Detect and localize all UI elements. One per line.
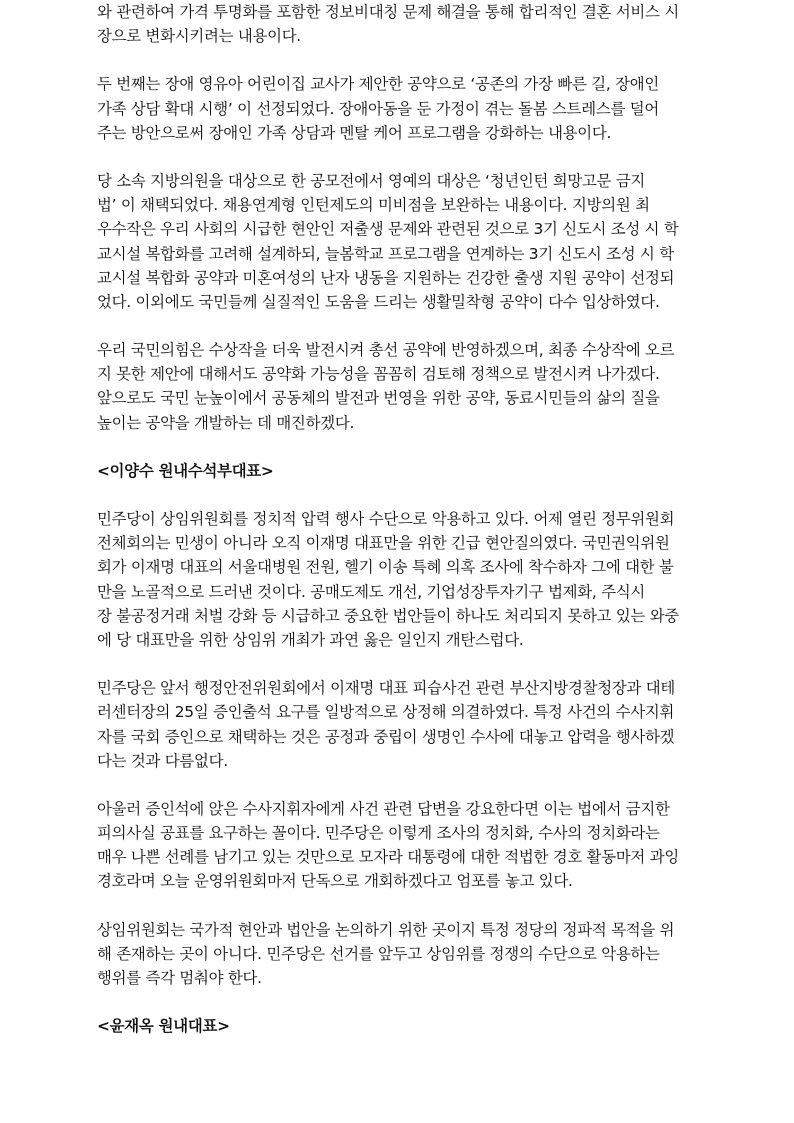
paragraph [97,169,697,314]
section-heading [97,1014,697,1038]
text-line: 러센터장의 25일 증인출석 요구를 일방적으로 상정해 의결하였다. 특정 사건의 수사지휘 [97,703,675,722]
text-line: 회가 이재명 대표의 서울대병원 전원, 헬기 이송 특혜 의혹 조사에 착수하자 그에 대한 불 [97,558,674,577]
text-line: 우리 국민의힘은 수상작을 더욱 발전시켜 총선 공약에 반영하겠으며, 최종 수상작에 오르 [97,341,675,360]
text-line: 주는 방안으로써 장애인 가족 상담과 멘탈 케어 프로그램을 강화하는 내용이다. [97,123,612,142]
text-line: 자를 국회 증인으로 채택하는 것은 공정과 중립이 생명인 수사에 대놓고 압력을 행사하겠 [97,727,675,746]
text-line: 법’ 이 채택되었다. 채용연계형 인턴제도의 미비점을 보완하는 내용이다. 지방의원 최 [97,196,650,215]
text-line: 장 불공정거래 처벌 강화 등 시급하고 중요한 법안들이 하나도 처리되지 못하고 있는 와중 [97,606,679,625]
text-line: 두 번째는 장애 영유아 어린이집 교사가 제안한 공약으로 ‘공존의 가장 빠른 길, 장애인 [97,75,659,94]
text-line: 장으로 변화시키려는 내용이다. [97,27,301,46]
text-line: <윤재옥 원내대표> [97,1017,230,1036]
text-line: 교시설 복합화 공약과 미혼여성의 난자 냉동을 지원하는 건강한 출생 지원 공약이 선정되 [97,268,675,287]
paragraph [97,0,697,48]
text-line: 행위를 즉각 멈춰야 한다. [97,969,262,987]
text-line: 앞으로도 국민 눈높이에서 공동체의 발전과 번영을 위한 공약, 동료시민들의 삶의 질을 [97,389,660,408]
text-line: 교시설 복합화를 고려해 설계하되, 늘봄학교 프로그램을 연계하는 3기 신도시 조성 시 학 [97,244,674,263]
text-line: 가족 상담 확대 시행’ 이 선정되었다. 장애아동을 둔 가정이 겪는 돌봄 스트레스를 덜어 [97,99,659,118]
paragraph [97,507,697,652]
text-line: 높이는 공약을 개발하는 데 매진하겠다. [97,413,355,432]
text-line: 만을 노골적으로 드러낸 것이다. 공매도제도 개선, 기업성장투자기구 법제화, 주식시 [97,582,646,601]
paragraph [97,338,697,435]
text-line: 상임위원회는 국가적 현안과 법안을 논의하기 위한 곳이지 특정 정당의 정파적 목적을 위 [97,920,675,939]
text-line: <이양수 원내수석부대표> [97,461,274,480]
text-line: 민주당은 앞서 행정안전위원회에서 이재명 대표 피습사건 관련 부산지방경찰청장과 대테 [97,679,675,698]
text-line: 피의사실 공표를 요구하는 꼴이다. 민주당은 이렇게 조사의 정치화, 수사의 정치화라는 [97,824,660,843]
text-line: 와 관련하여 가격 투명화를 포함한 정보비대칭 문제 해결을 통해 합리적인 결혼 서비스 시 [97,3,679,21]
section-heading [97,459,697,483]
text-line: 아울러 증인석에 앉은 수사지휘자에게 사건 관련 답변을 강요한다면 이는 법에서 금지한 [97,799,670,818]
text-line: 지 못한 제안에 대해서도 공약화 가능성을 꼼꼼히 검토해 정책으로 발전시켜 나가겠다. [97,365,660,384]
text-line: 었다. 이외에도 국민들께 실질적인 도움을 드리는 생활밀착형 공약이 다수 입상하였다. [97,292,660,311]
paragraph [97,797,697,894]
text-line: 에 당 대표만을 위한 상임위 개최가 과연 옳은 일인지 개탄스럽다. [97,630,524,649]
text-line: 당 소속 지방의원을 대상으로 한 공모전에서 영예의 대상은 ‘청년인턴 희망고문 금지 [97,171,646,190]
paragraph [97,72,697,145]
text-line: 매우 나쁜 선례를 남기고 있는 것만으로 모자라 대통령에 대한 적법한 경호 활동마저 과잉 [97,848,679,867]
text-line: 전체회의는 민생이 아니라 오직 이재명 대표만을 위한 긴급 현안질의였다. 국민권익위원 [97,534,670,553]
text-line: 해 존재하는 곳이 아니다. 민주당은 선거를 앞두고 상임위를 정쟁의 수단으로 악용하는 [97,944,660,963]
paragraph [97,918,697,991]
document-body [97,0,697,1062]
text-line: 민주당이 상임위원회를 정치적 압력 행사 수단으로 악용하고 있다. 어제 열린 정무위원회 [97,510,675,528]
text-line: 우수작은 우리 사회의 시급한 현안인 저출생 문제와 관련된 것으로 3기 신도시 조성 시 학 [97,220,679,239]
paragraph [97,676,697,773]
text-line: 경호라며 오늘 운영위원회마저 단독으로 개회하겠다고 엄포를 놓고 있다. [97,872,573,891]
text-line: 다는 것과 다름없다. [97,751,228,770]
